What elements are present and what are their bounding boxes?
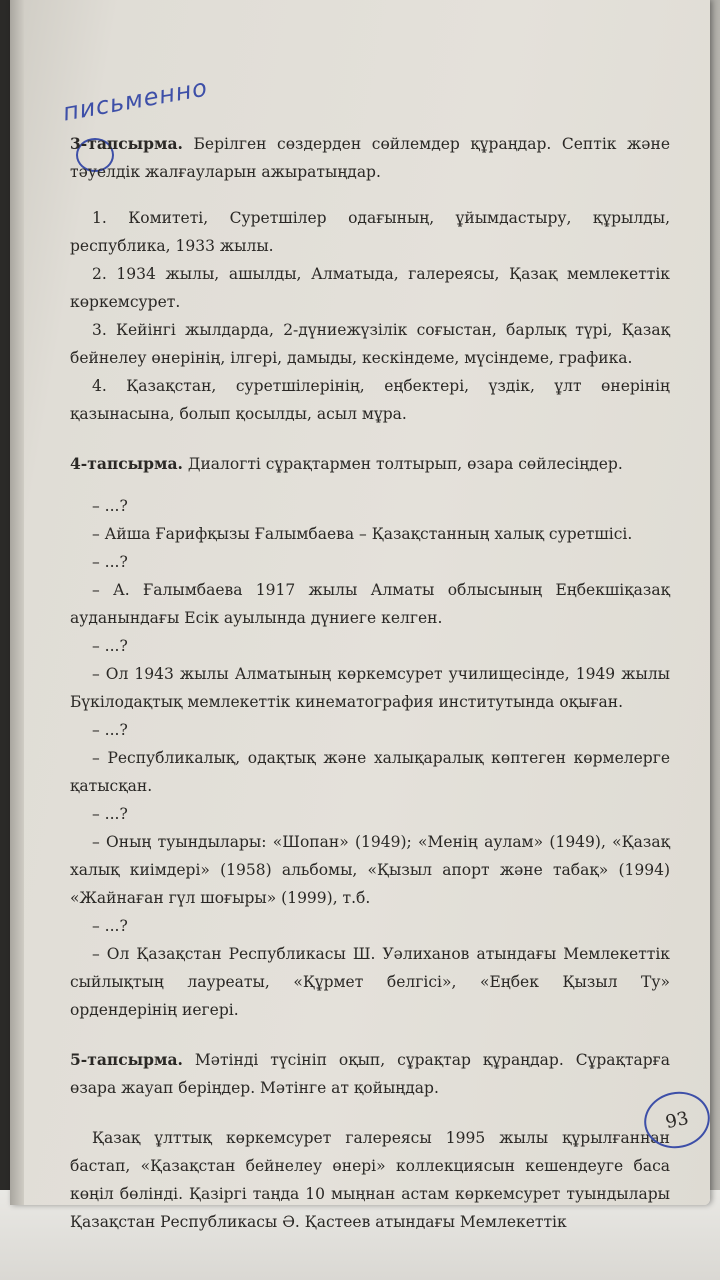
dialog-line: – ...? bbox=[92, 805, 128, 823]
task3-title: 3-тапсырма. bbox=[70, 134, 183, 153]
dialog-line: – ...? bbox=[92, 553, 128, 571]
task3-items bbox=[70, 204, 670, 428]
task3-item: 1. Комитеті, Суретшілер одағының, ұйымдастыру, құрылды, республика, 1933 жылы. bbox=[70, 209, 670, 255]
task5-text: Қазақ ұлттық көркемсурет галереясы 1995 жылы құрылғаннан бастап, «Қазақстан бейнелеу өнері» коллекциясын кешендеуге баса көңіл бөлінді. Қазіргі таңда 10 мыңнан астам көркемсурет туындылары Қазақстан Республикасы Ә. Қастеев атындағы Мемлекеттік bbox=[70, 1129, 670, 1231]
dialog-line: – Ол Қазақстан Республикасы Ш. Уәлиханов атындағы Мемлекеттік сыйлықтың лауреаты, «Құрмет белгісі», «Еңбек Қызыл Ту» ордендерінің иегері. bbox=[70, 945, 670, 1019]
task3-item: 2. 1934 жылы, ашылды, Алматыда, галереясы, Қазақ мемлекеттік көркемсурет. bbox=[70, 265, 670, 311]
task4-title: 4-тапсырма. bbox=[70, 454, 183, 473]
task3-item: 4. Қазақстан, суретшілерінің, еңбектері, үздік, ұлт өнерінің қазынасына, болып қосылды, асыл мұра. bbox=[70, 377, 670, 423]
dialog-line: – Оның туындылары: «Шопан» (1949); «Менің аулам» (1949), «Қазақ халық киімдері» (1958) альбомы, «Қызыл апорт және табақ» (1994) «Жайнаған гүл шоғыры» (1999), т.б. bbox=[70, 833, 670, 907]
task5-text-block bbox=[70, 1124, 670, 1236]
page-content bbox=[70, 130, 670, 1236]
page-number-text: 93 bbox=[663, 1107, 691, 1133]
dialog-line: – ...? bbox=[92, 917, 128, 935]
dialog-line: – ...? bbox=[92, 497, 128, 515]
task3-header bbox=[70, 130, 670, 186]
dialog-line: – Республикалық, одақтық және халықаралық көптеген көрмелерге қатысқан. bbox=[70, 749, 670, 795]
page-spine-shadow bbox=[10, 0, 24, 1205]
task5-header bbox=[70, 1046, 670, 1102]
task4-instruction: Диалогті сұрақтармен толтырып, өзара сөйлесіңдер. bbox=[187, 455, 623, 473]
task5-title: 5-тапсырма. bbox=[70, 1050, 183, 1069]
task3-instruction: Берілген сөздерден сөйлемдер құраңдар. Септік және тәуелдік жалғауларын ажыратыңдар. bbox=[70, 135, 670, 181]
handwritten-note: письменно bbox=[60, 73, 210, 127]
dialog-line: – Айша Ғарифқызы Ғалымбаева – Қазақстанның халық суретшісі. bbox=[92, 525, 633, 543]
task5-instruction: Мәтінді түсініп оқып, сұрақтар құраңдар. Сұрақтарға өзара жауап беріңдер. Мәтінге ат қойыңдар. bbox=[70, 1051, 670, 1097]
dialog-line: – А. Ғалымбаева 1917 жылы Алматы облысының Еңбекшіқазақ ауданындағы Есік ауылында дүниеге келген. bbox=[70, 581, 670, 627]
task4-dialog bbox=[70, 492, 670, 1024]
task3-item: 3. Кейінгі жылдарда, 2-дүниежүзілік соғыстан, барлық түрі, Қазақ бейнелеу өнерінің, ілгері, дамыды, кескіндеме, мүсіндеме, графика. bbox=[70, 321, 670, 367]
dialog-line: – ...? bbox=[92, 637, 128, 655]
dialog-line: – ...? bbox=[92, 721, 128, 739]
dialog-line: – Ол 1943 жылы Алматының көркемсурет училищесінде, 1949 жылы Бүкілодақтық мемлекеттік кинематография институтында оқыған. bbox=[70, 665, 670, 711]
task4-header bbox=[70, 450, 670, 478]
